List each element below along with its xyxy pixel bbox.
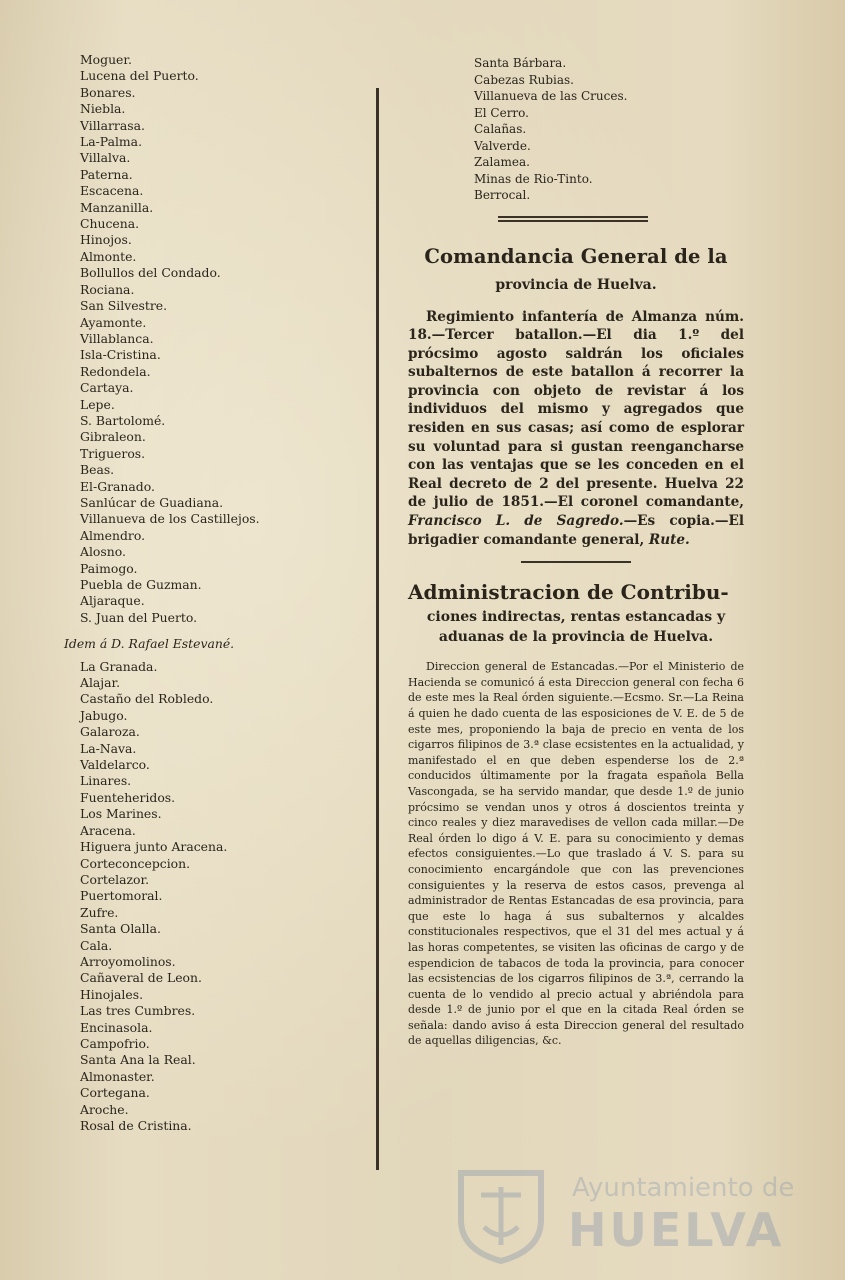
town-name: Bollullos del Condado. — [80, 265, 221, 281]
town-name: Isla-Cristina. — [80, 347, 161, 363]
town-name: Las tres Cumbres. — [80, 1003, 196, 1019]
left-column — [60, 52, 360, 1134]
town-name: Bonares. — [80, 84, 136, 100]
idem-heading: Idem á D. Rafael Estevané. — [64, 636, 235, 652]
town-name: Encinasola. — [80, 1019, 153, 1035]
town-name: Manzanilla. — [80, 199, 154, 215]
town-name: Villanueva de los Castillejos. — [80, 511, 260, 527]
section2-subtitle: ciones indirectas, rentas estancadas y aduanas de la provincia de Huelva. — [426, 609, 726, 646]
town-name: Lepe. — [80, 396, 115, 412]
watermark-line-2: HUELVA — [568, 1203, 785, 1257]
town-name: S. Juan del Puerto. — [80, 609, 198, 625]
town-name: Sanlúcar de Guadiana. — [80, 494, 224, 510]
section2-title: Administracion de Contribu- — [408, 580, 729, 605]
notice-text-b: —Es copia.—El brigadier comandante general, — [408, 513, 744, 548]
town-name: Calañas. — [474, 122, 527, 136]
town-name: La-Nava. — [80, 740, 137, 756]
town-name: Almendro. — [80, 527, 146, 543]
town-name: La Granada. — [80, 658, 158, 674]
town-name: San Silvestre. — [80, 298, 168, 314]
section2-body: Direccion general de Estancadas.—Por el Ministerio de Hacienda se comunicó á esta Direccion general con fecha 6 de este mes la Real órden siguiente.—Ecsmo. Sr.—La Reina á quien he dado cuenta de las esposiciones de V. E. de 5 de este mes, proponiendo la baja de precio en venta de los cigarros filipinos de 3.ª clase ecsistentes en la actualidad, y manifestado el en que deben espenderse los de 2.ª conducidos últimamente por la fragata española Bella Vascongada, se ha servido mandar, que desde 1.º de junio prócsimo se vendan unos y otros á doscientos treinta y cinco reales y diez maravedises de vellon cada millar.—De Real órden lo digo á V. E. para su conocimiento y demas efectos consiguientes.—Lo que traslado á V. S. para su conocimiento encargándole que con las prevenciones consiguientes y la reserva de estos casos, prevenga al administrador de Rentas Estancadas de esa provincia, para que este lo haga á sus subalternos y alcaldes constitucionales respectivos, que el 31 del mes actual y á las horas competentes, se visiten las oficinas de cargo y de espendicion de tabacos de toda la provincia, para conocer las ecsistencias de los cigarros filipinos de 3.ª, cerrando la cuenta de lo vendido al precio actual y abriéndola para desde 1.º de junio por el que en la citada Real órden se señala: dando aviso á esta Direccion general del resultado de aquellas diligencias, &c. — [408, 660, 744, 1048]
town-name: Rociana. — [80, 281, 135, 297]
town-name: Almonaster. — [80, 1068, 155, 1084]
town-name: Puebla de Guzman. — [80, 577, 202, 592]
town-name: Villarrasa. — [80, 117, 145, 133]
section1-notice — [408, 308, 744, 550]
town-name: Santa Bárbara. — [474, 56, 567, 70]
town-list-2 — [60, 659, 360, 1135]
town-name: Berrocal. — [474, 188, 531, 202]
town-name: Zufre. — [80, 904, 119, 920]
right-column — [408, 55, 744, 1049]
town-name: Minas de Rio-Tinto. — [474, 171, 593, 186]
watermark-line-1: Ayuntamiento de — [572, 1173, 795, 1203]
notice-text-a: Regimiento infantería de Almanza núm. 18.—Tercer batallon.—El dia 1.º del prócsimo agosto saldrán los oficiales subalternos de este batallon á recorrer la provincia con objeto de revistar á los individuos del mismo y agregados que residen en sus casas; así como de esplorar su voluntad para si gustan reengancharse con las ventajas que se les conceden en el Real decreto de 2 del presente. Huelva 22 de julio de 1851.—El coronel comandante, — [408, 308, 744, 511]
town-name: Zalamea. — [474, 155, 530, 169]
town-name: Campofrio. — [80, 1035, 150, 1051]
town-name: Villablanca. — [80, 330, 154, 346]
town-name: Cañaveral de Leon. — [80, 970, 202, 986]
town-name: Linares. — [80, 773, 132, 789]
archive-watermark — [440, 1165, 800, 1265]
town-name: Alajar. — [80, 675, 121, 691]
section1-title: Comandancia General de la — [424, 244, 728, 268]
town-name: Valdelarco. — [80, 757, 150, 773]
town-name: Higuera junto Aracena. — [80, 839, 228, 855]
town-name: Arroyomolinos. — [80, 953, 176, 969]
town-name: S. Bartolomé. — [80, 412, 166, 428]
notice-signer-2: Rute. — [648, 531, 690, 548]
town-name: Puertomoral. — [80, 888, 163, 904]
town-name: Aroche. — [80, 1101, 129, 1117]
town-name: Alosno. — [80, 544, 126, 560]
town-name: Villalva. — [80, 150, 131, 166]
town-name: Beas. — [80, 462, 115, 478]
town-name: La-Palma. — [80, 134, 143, 150]
town-name: Paimogo. — [80, 560, 138, 576]
town-name: Galaroza. — [80, 724, 140, 740]
town-name: Escacena. — [80, 183, 144, 199]
town-name: Hinojos. — [80, 232, 132, 248]
section-rule — [498, 216, 648, 222]
town-list-continued — [474, 55, 744, 204]
town-name: Cala. — [80, 937, 113, 953]
section1-subtitle: provincia de Huelva. — [495, 276, 657, 293]
town-name: Rosal de Cristina. — [80, 1118, 192, 1133]
town-name: Los Marines. — [80, 806, 162, 822]
town-name: Chucena. — [80, 216, 140, 232]
town-name: Aracena. — [80, 822, 136, 838]
town-name: Villanueva de las Cruces. — [474, 89, 628, 103]
town-name: Santa Olalla. — [80, 921, 161, 937]
town-list-1 — [60, 52, 360, 626]
town-name: Hinojales. — [80, 986, 144, 1002]
town-name: Cortegana. — [80, 1085, 150, 1101]
town-name: Santa Ana la Real. — [80, 1052, 196, 1068]
notice-signer-1: Francisco L. de Sagredo. — [408, 513, 624, 530]
town-name: Gibraleon. — [80, 429, 146, 445]
town-name: Cartaya. — [80, 380, 134, 396]
town-name: Almonte. — [80, 248, 137, 264]
town-name: Moguer. — [80, 52, 132, 67]
town-name: El Cerro. — [474, 105, 529, 120]
town-name: Castaño del Robledo. — [80, 691, 214, 707]
town-name: Valverde. — [474, 138, 531, 153]
town-name: Fuenteheridos. — [80, 789, 176, 805]
town-name: Niebla. — [80, 101, 126, 117]
town-name: El-Granado. — [80, 478, 155, 494]
town-name: Aljaraque. — [80, 593, 145, 609]
town-name: Ayamonte. — [80, 314, 147, 330]
town-name: Corteconcepcion. — [80, 855, 191, 871]
town-name: Trigueros. — [80, 445, 146, 461]
section-rule-2 — [521, 561, 631, 563]
town-name: Jabugo. — [80, 707, 128, 723]
town-name: Lucena del Puerto. — [80, 68, 199, 84]
shield-icon — [446, 1165, 556, 1265]
column-divider — [376, 88, 379, 1170]
town-name: Cortelazor. — [80, 871, 150, 887]
town-name: Cabezas Rubias. — [474, 72, 574, 87]
town-name: Paterna. — [80, 166, 133, 182]
town-name: Redondela. — [80, 363, 151, 379]
